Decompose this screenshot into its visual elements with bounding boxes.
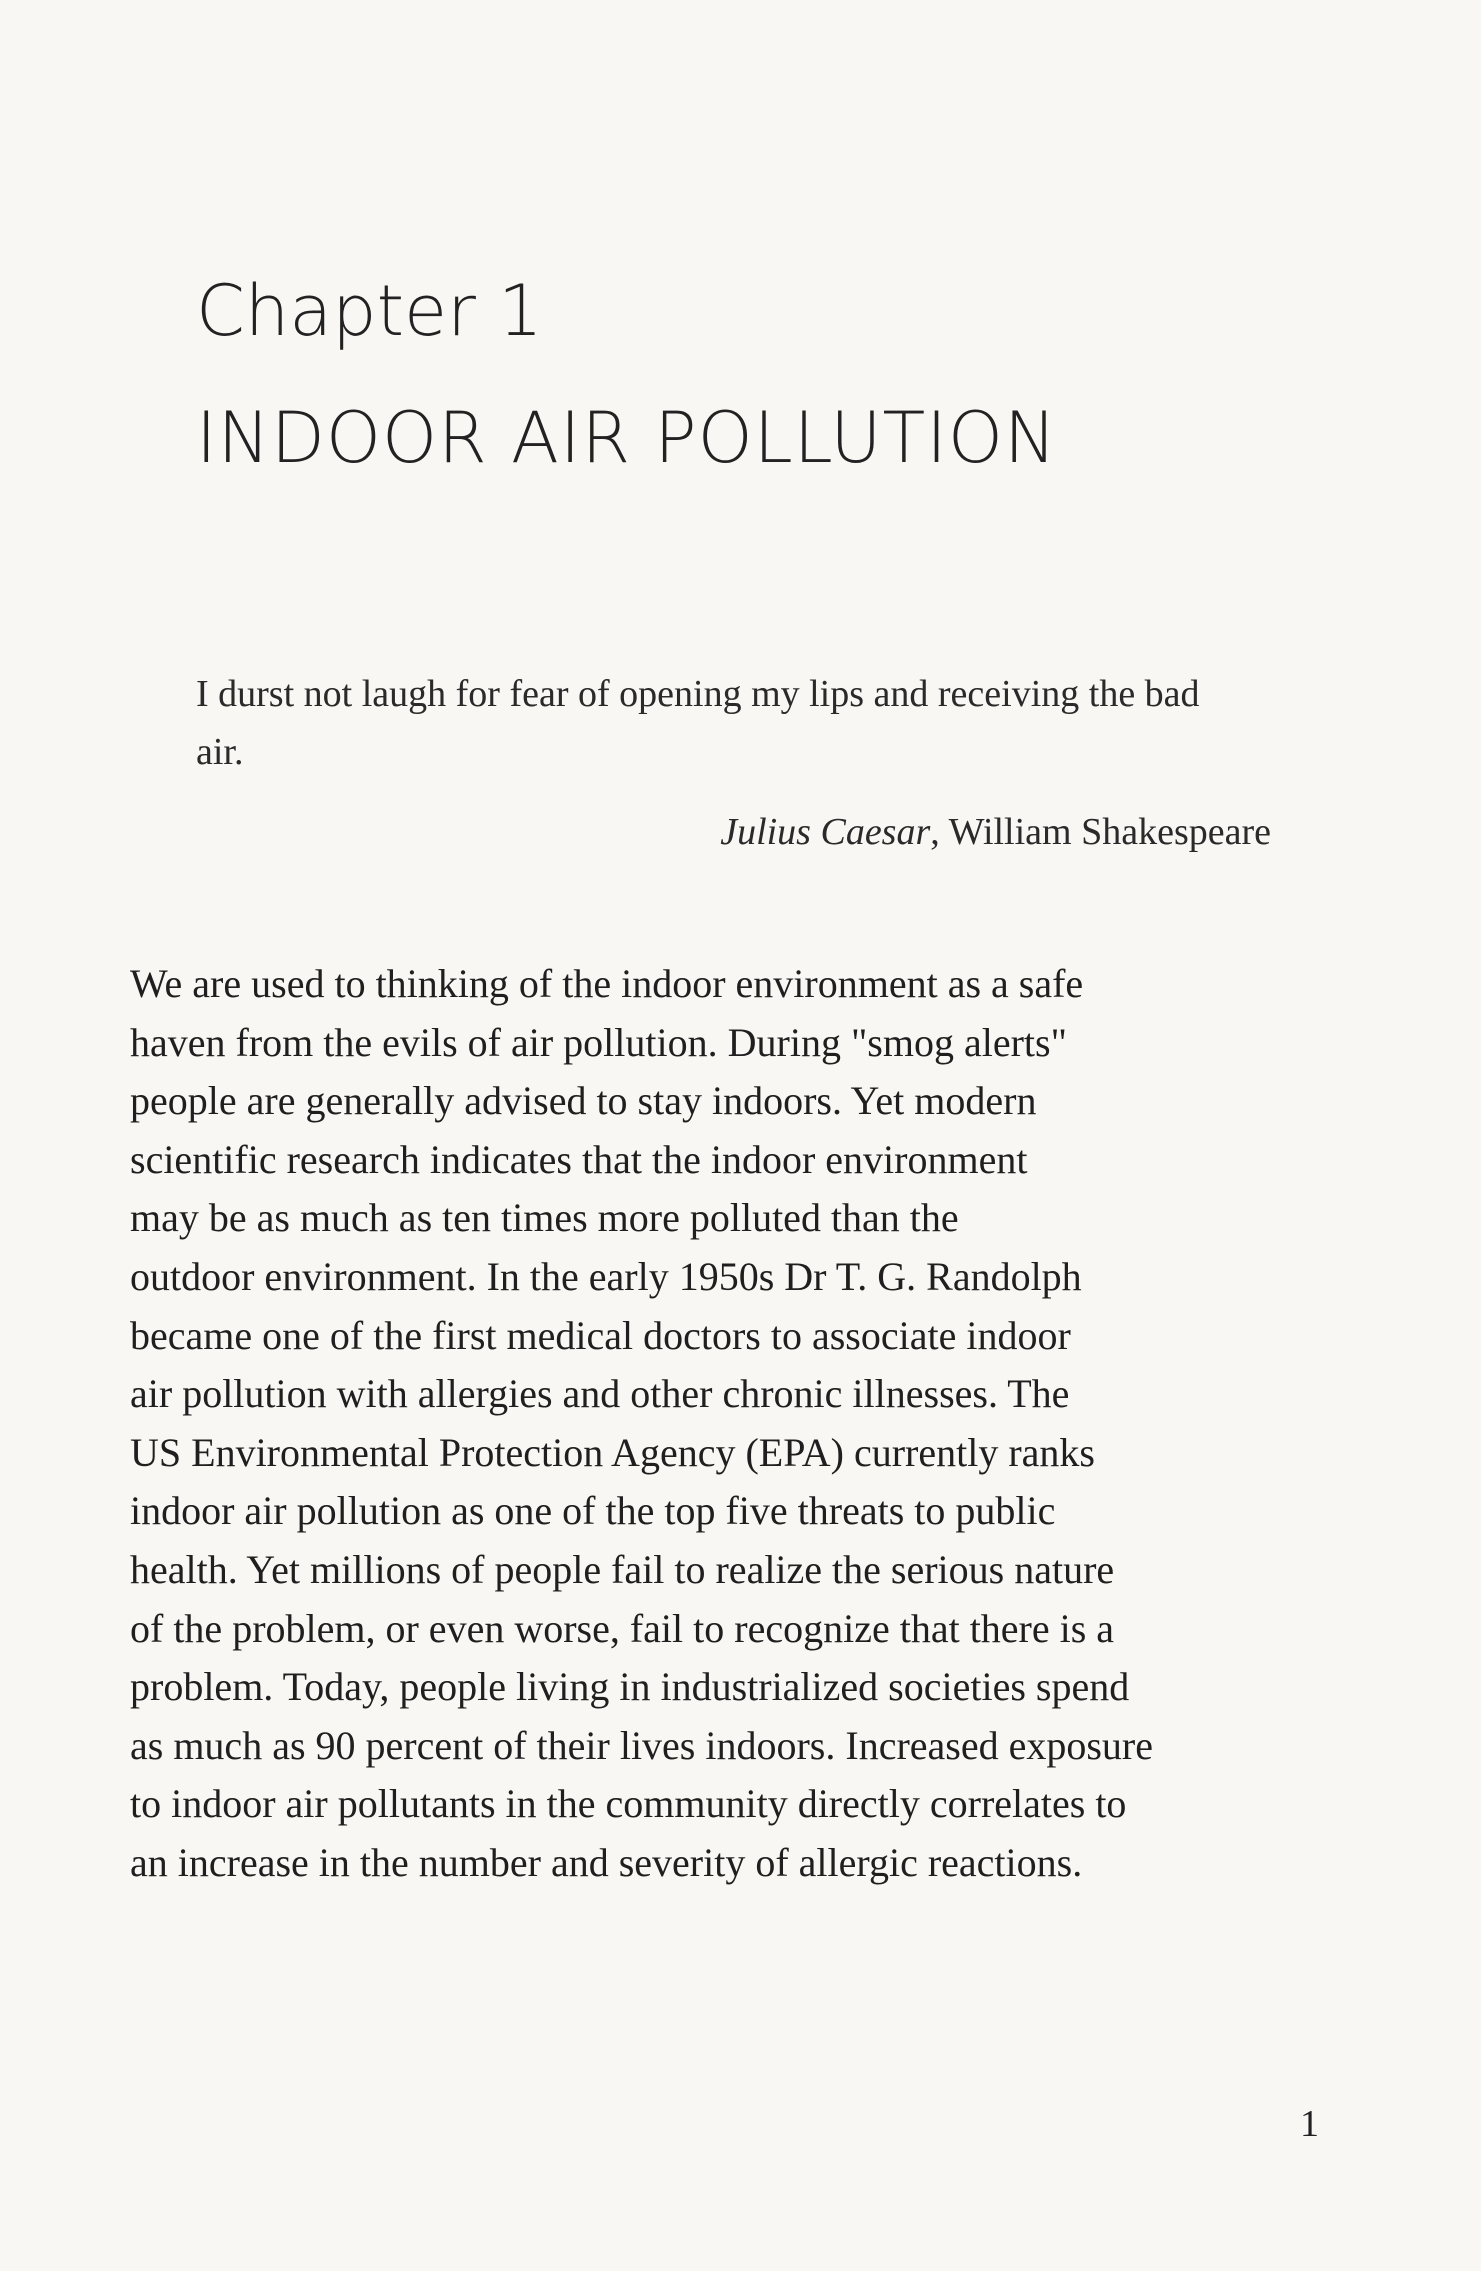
epigraph-work-title: Julius Caesar [720, 811, 931, 853]
body-line: to indoor air pollutants in the community directly correlates to [130, 1781, 1127, 1827]
epigraph-quote: I durst not laugh for fear of opening my lips and receiving the bad air. [196, 673, 1200, 773]
epigraph [196, 665, 1276, 861]
epigraph-separator: , [930, 811, 949, 853]
body-line: air pollution with allergies and other chronic illnesses. The [130, 1371, 1070, 1417]
epigraph-author: William Shakespeare [948, 811, 1271, 853]
body-line: of the problem, or even worse, fail to recognize that there is a [130, 1605, 1115, 1651]
body-line: indoor air pollution as one of the top five threats to public [130, 1488, 1056, 1534]
chapter-label: Chapter 1 [196, 270, 543, 352]
body-line: as much as 90 percent of their lives indoors. Increased exposure [130, 1722, 1153, 1768]
body-line: an increase in the number and severity of allergic reactions. [130, 1839, 1083, 1885]
body-line: people are generally advised to stay indoors. Yet modern [130, 1078, 1037, 1124]
body-paragraph [130, 955, 1370, 1893]
body-line: became one of the first medical doctors to associate indoor [130, 1312, 1071, 1358]
body-line: scientific research indicates that the indoor environment [130, 1136, 1028, 1182]
body-line: haven from the evils of air pollution. During "smog alerts" [130, 1019, 1067, 1065]
body-line: outdoor environment. In the early 1950s Dr T. G. Randolph [130, 1253, 1082, 1299]
body-line: health. Yet millions of people fail to realize the serious nature [130, 1546, 1115, 1592]
body-line: problem. Today, people living in industrialized societies spend [130, 1664, 1130, 1710]
epigraph-attribution [196, 803, 1271, 861]
page-number: 1 [1300, 2103, 1319, 2145]
body-line: We are used to thinking of the indoor environment as a safe [130, 961, 1084, 1006]
body-line: US Environmental Protection Agency (EPA) currently ranks [130, 1429, 1095, 1475]
chapter-title: INDOOR AIR POLLUTION [196, 397, 1058, 479]
body-line: may be as much as ten times more polluted than the [130, 1195, 959, 1241]
